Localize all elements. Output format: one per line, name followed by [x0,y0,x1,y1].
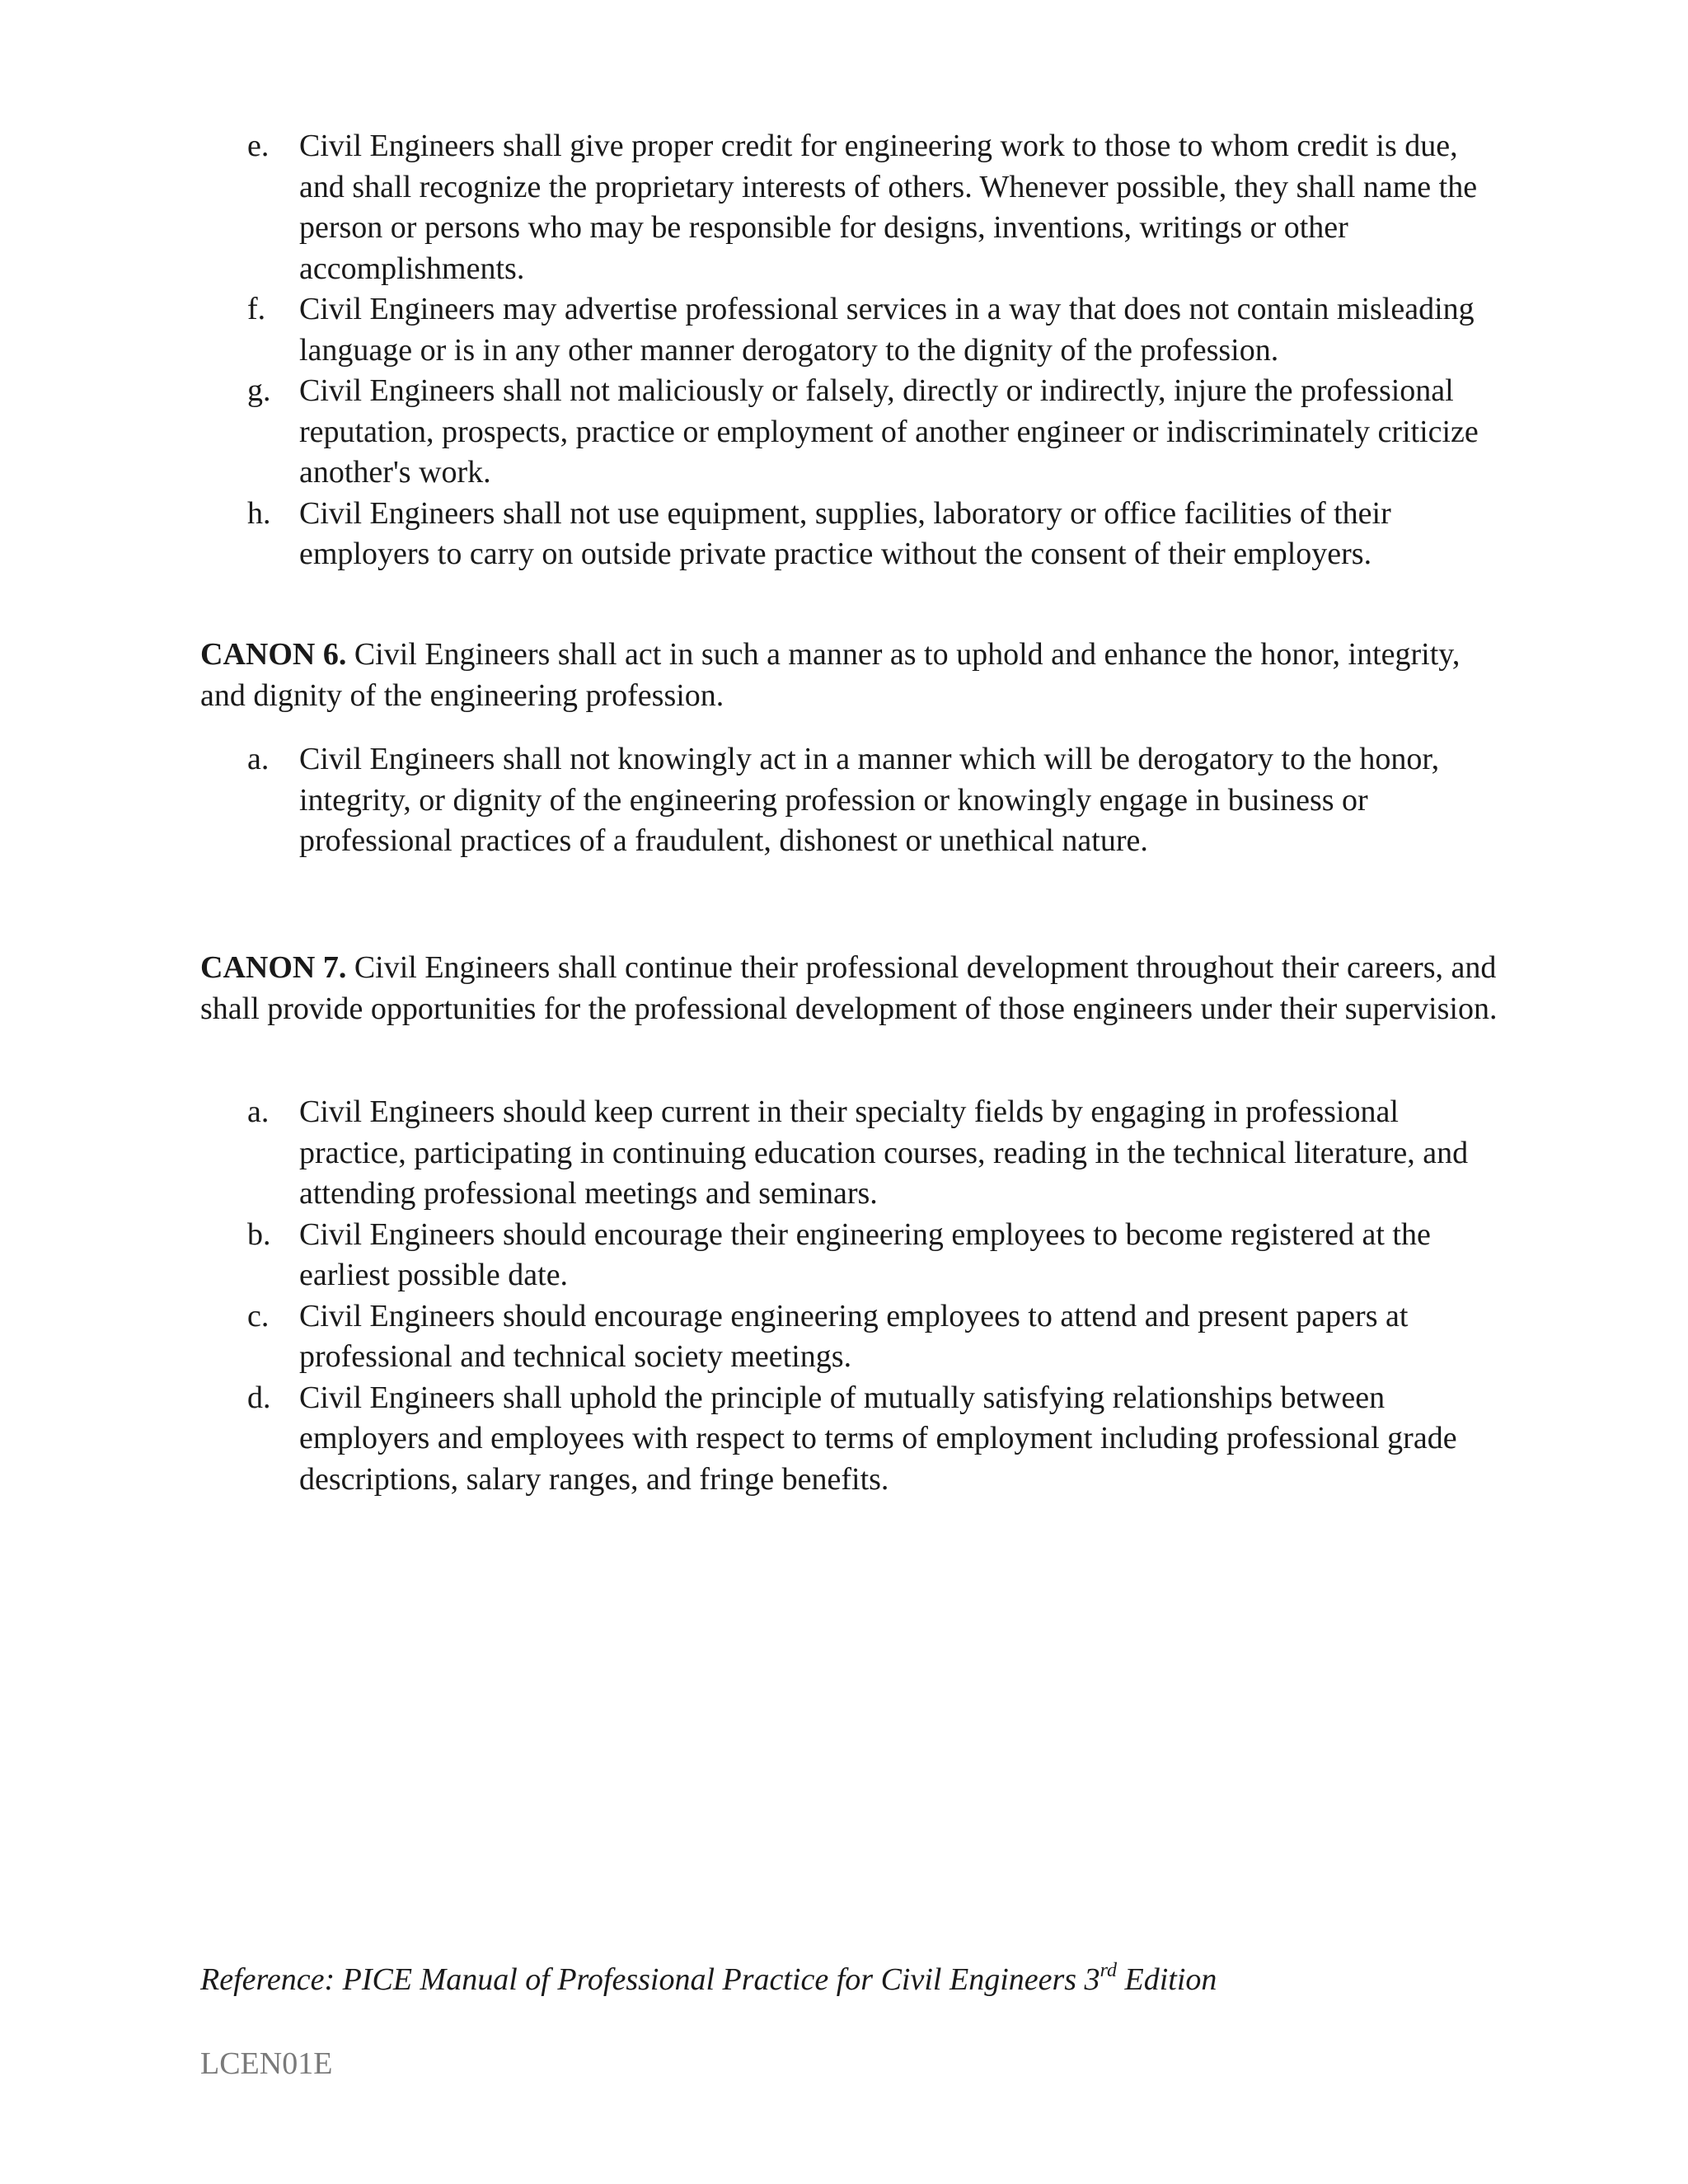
list-item-text: Civil Engineers shall not use equipment, supplies, laboratory or office facilities of their employers to carry on outside private practice without the consent of their employers. [299,495,1391,571]
list-item [0,289,1688,371]
canon6-list [0,739,1688,862]
list-marker: c. [247,1298,270,1333]
document-code: LCEN01E [200,2046,333,2081]
list-item-text: Civil Engineers shall not knowingly act in a manner which will be derogatory to the honor, integrity, or dignity of the engineering profession or knowingly engage in business or professional practices of a fraudulent, dishonest or unethical nature. [299,742,1440,858]
list-item-text: Civil Engineers should encourage their engineering employees to become registered at the earliest possible date. [299,1216,1431,1292]
list-marker: a. [247,1094,270,1129]
list-marker: d. [247,1380,271,1415]
canon5-list [0,126,1688,575]
list-item [0,1378,1688,1501]
canon-7-paragraph [200,948,1503,1029]
list-item [0,126,1688,289]
list-item [0,1215,1688,1296]
reference-superscript: rd [1100,1960,1118,1982]
list-item-text: Civil Engineers may advertise professional services in a way that does not contain misleading language or is in any other manner derogatory to the dignity of the profession. [299,292,1475,368]
canon-7-label: CANON 7. [200,950,347,985]
canon7-list [0,1092,1688,1500]
reference-suffix: Edition [1117,1962,1217,1997]
list-item [0,371,1688,494]
list-item [0,739,1688,862]
reference-prefix: Reference: PICE Manual of Professional Practice for Civil Engineers 3 [200,1962,1100,1997]
list-item-text: Civil Engineers shall give proper credit for engineering work to those to whom credit is due, and shall recognize the proprietary interests of others. Whenever possible, they shall name the person or persons who may be responsible for designs, inventions, writings or other accomplishments. [299,129,1478,286]
list-marker: f. [247,292,266,326]
list-item-text: Civil Engineers should encourage engineering employees to attend and present papers at professional and technical society meetings. [299,1298,1409,1374]
list-item [0,1296,1688,1378]
canon-6-paragraph [200,635,1503,716]
canon-7-text: Civil Engineers shall continue their professional development throughout their careers, and shall provide opportunities for the professional development of those engineers under their supervision. [200,950,1498,1026]
list-marker: h. [247,495,271,531]
list-item-text: Civil Engineers should keep current in their specialty fields by engaging in professional practice, participating in continuing education courses, reading in the technical literature, and attending professional meetings and seminars. [299,1094,1469,1211]
canon-6-text: Civil Engineers shall act in such a manner as to uphold and enhance the honor, integrity, and dignity of the engineering profession. [200,637,1461,713]
list-marker: a. [247,742,270,776]
list-item-text: Civil Engineers shall uphold the principle of mutually satisfying relationships between employers and employees with respect to terms of employment including professional grade descriptions, salary ranges, and fringe benefits. [299,1380,1457,1497]
list-marker: e. [247,129,270,163]
list-marker: g. [247,373,271,408]
list-item-text: Civil Engineers shall not maliciously or falsely, directly or indirectly, injure the professional reputation, prospects, practice or employment of another engineer or indiscriminately criticize another's work. [299,373,1479,490]
list-marker: b. [247,1216,271,1252]
reference-line [200,1960,1217,2001]
canon-6-label: CANON 6. [200,637,347,672]
list-item [0,1092,1688,1215]
list-item [0,494,1688,575]
